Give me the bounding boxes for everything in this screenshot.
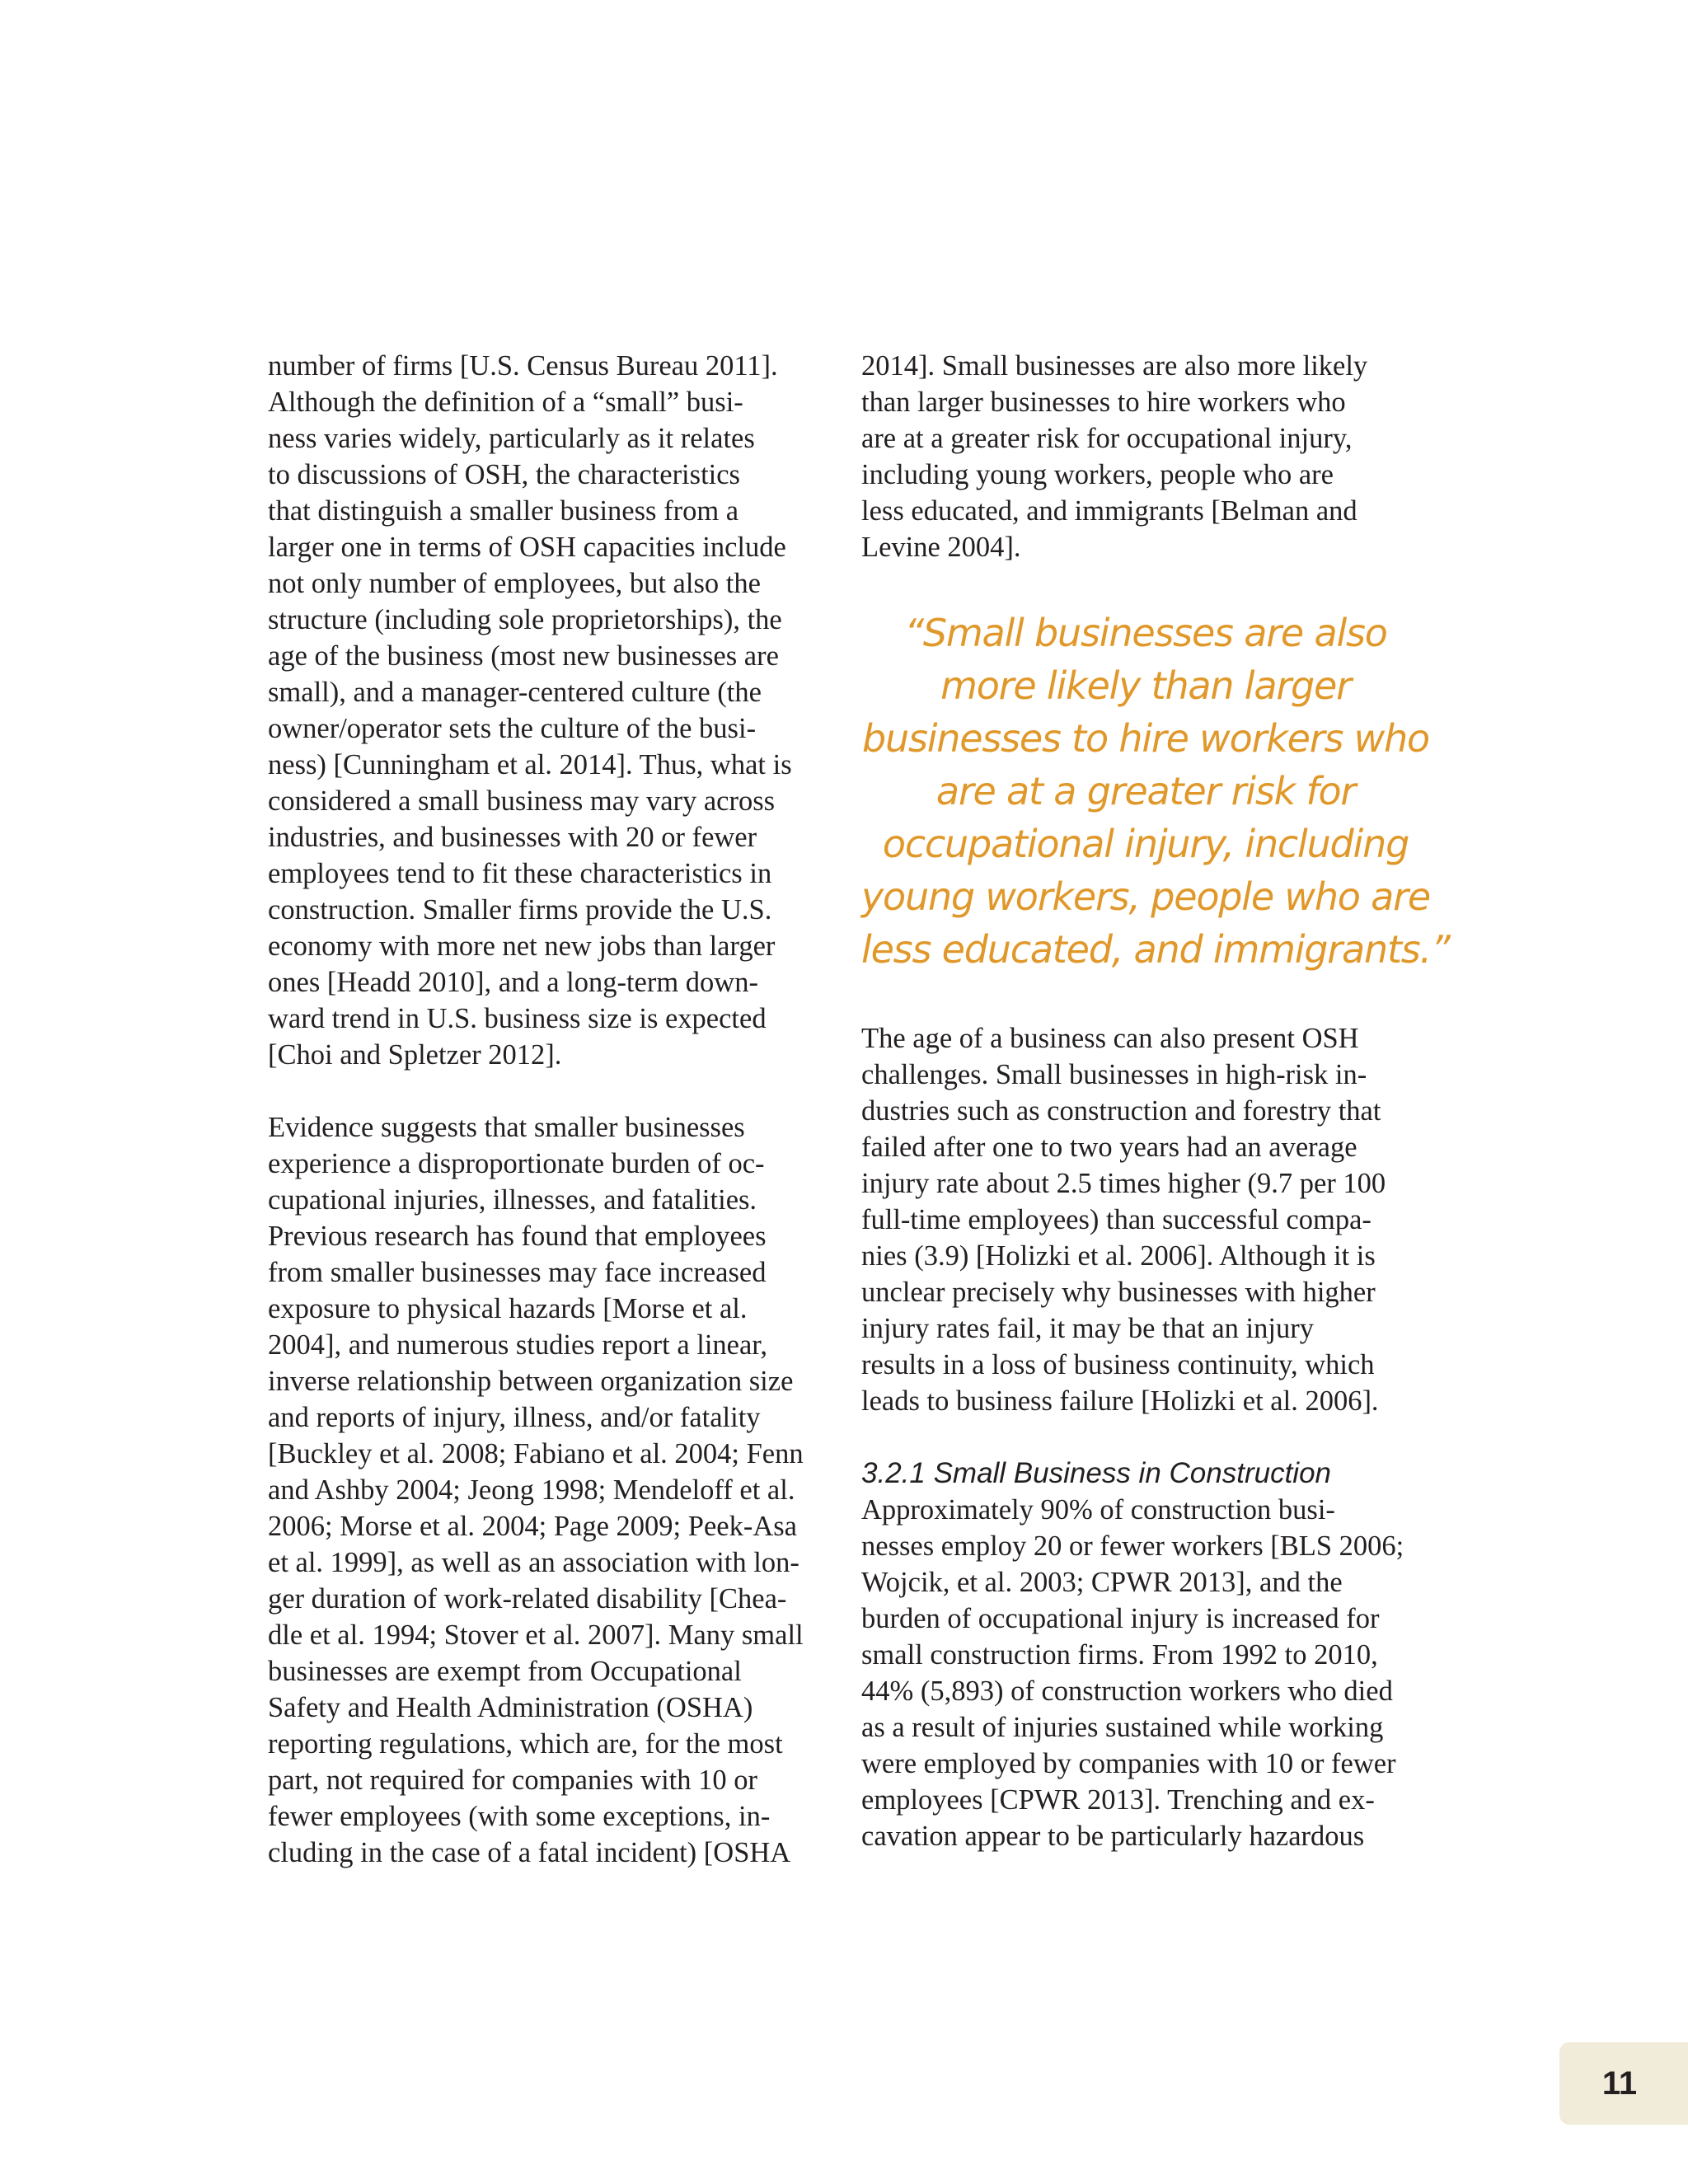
text-line: injury rates fail, it may be that an injury [861,1313,1314,1344]
right-paragraph-2 [861,1020,1430,1419]
text-line: and reports of injury, illness, and/or fatality [268,1402,761,1433]
text-line: from smaller businesses may face increased [268,1257,767,1288]
pull-quote-spacer-bottom [861,976,1430,1020]
text-line: cluding in the case of a fatal incident) [OSHA [268,1837,791,1868]
text-line: that distinguish a smaller business from a [268,495,739,527]
left-paragraph-2 [268,1109,837,1871]
text-line: and Ashby 2004; Jeong 1998; Mendeloff et al. [268,1474,795,1506]
text-line: Although the definition of a “small” busi- [268,387,743,418]
text-line: than larger businesses to hire workers who [861,387,1346,418]
text-line: exposure to physical hazards [Morse et al. [268,1293,748,1324]
text-line: fewer employees (with some exceptions, in- [268,1801,771,1832]
text-line: nies (3.9) [Holizki et al. 2006]. Although it is [861,1240,1376,1272]
text-line: leads to business failure [Holizki et al. 2006]. [861,1385,1379,1417]
text-line: 44% (5,893) of construction workers who died [861,1675,1393,1707]
text-line: injury rate about 2.5 times higher (9.7 per 100 [861,1168,1386,1199]
text-line: Wojcik, et al. 2003; CPWR 2013], and the [861,1567,1343,1598]
text-line: small construction firms. From 1992 to 2010, [861,1639,1378,1671]
text-line: dle et al. 1994; Stover et al. 2007]. Many small [268,1619,804,1651]
text-line: burden of occupational injury is increased for [861,1603,1380,1634]
right-column [861,348,1450,1854]
text-line: industries, and businesses with 20 or fewer [268,822,757,853]
pull-quote-line: occupational injury, including [882,822,1409,866]
text-line: as a result of injuries sustained while working [861,1712,1384,1743]
text-line: 2014]. Small businesses are also more likely [861,350,1368,382]
text-line: cupational injuries, illnesses, and fatalities. [268,1184,757,1216]
pull-quote-line: young workers, people who are [861,874,1430,919]
text-line: were employed by companies with 10 or fewer [861,1748,1396,1779]
text-line: nesses employ 20 or fewer workers [BLS 2006; [861,1530,1404,1562]
text-line: Previous research has found that employees [268,1221,767,1252]
right-paragraph-3 [861,1492,1430,1854]
text-line: age of the business (most new businesses are [268,640,779,672]
text-line: businesses are exempt from Occupational [268,1656,742,1687]
text-line: Approximately 90% of construction busi- [861,1494,1335,1526]
text-line: 2004], and numerous studies report a linear, [268,1329,768,1361]
text-line: cavation appear to be particularly hazardous [861,1821,1365,1852]
text-line: ward trend in U.S. business size is expected [268,1003,767,1034]
text-line: challenges. Small businesses in high-risk in- [861,1059,1367,1090]
pull-quote-line: businesses to hire workers who [862,716,1429,761]
page-number: 11 [1601,2065,1638,2102]
text-line: to discussions of OSH, the characteristics [268,459,740,490]
text-line: ones [Headd 2010], and a long-term down- [268,967,758,998]
text-line: employees [CPWR 2013]. Trenching and ex- [861,1784,1375,1816]
text-line: considered a small business may vary across [268,785,776,817]
left-paragraph-1 [268,348,837,1073]
text-line: [Choi and Spletzer 2012]. [268,1039,562,1071]
text-line: failed after one to two years had an average [861,1132,1357,1163]
text-line: [Buckley et al. 2008; Fabiano et al. 2004; Fenn [268,1438,804,1469]
pull-quote-spacer-top [861,565,1430,607]
text-line: reporting regulations, which are, for the most [268,1728,783,1760]
text-line: employees tend to fit these characteristics in [268,858,772,889]
text-line: small), and a manager-centered culture (the [268,677,762,708]
text-line: 2006; Morse et al. 2004; Page 2009; Peek-Asa [268,1511,797,1542]
text-line: not only number of employees, but also the [268,568,761,599]
text-line: construction. Smaller firms provide the U.S. [268,894,772,926]
text-line: dustries such as construction and forestry that [861,1095,1381,1127]
pull-quote-line: are at a greater risk for [935,769,1356,813]
text-line: less educated, and immigrants [Belman and [861,495,1357,527]
text-line: including young workers, people who are [861,459,1334,490]
heading-spacer [861,1419,1430,1455]
text-line: owner/operator sets the culture of the busi- [268,713,757,744]
text-line: are at a greater risk for occupational injury, [861,423,1353,454]
section-heading: 3.2.1 Small Business in Construction [861,1457,1331,1489]
left-column [268,348,837,1871]
text-line: number of firms [U.S. Census Bureau 2011]. [268,350,778,382]
right-paragraph-1 [861,348,1430,565]
pull-quote-line: “Small businesses are also [904,611,1387,655]
text-line: part, not required for companies with 10 or [268,1765,757,1796]
text-line: larger one in terms of OSH capacities include [268,532,786,563]
text-line: ness varies widely, particularly as it relates [268,423,755,454]
text-line: unclear precisely why businesses with higher [861,1277,1376,1308]
text-line: results in a loss of business continuity, which [861,1349,1375,1380]
text-line: full-time employees) than successful compa- [861,1204,1372,1235]
text-line: economy with more net new jobs than larger [268,930,776,962]
text-line: Evidence suggests that smaller businesses [268,1112,745,1143]
text-line: ness) [Cunningham et al. 2014]. Thus, what is [268,749,792,780]
text-line: experience a disproportionate burden of oc- [268,1148,765,1179]
text-line: The age of a business can also present OSH [861,1023,1359,1054]
text-line: inverse relationship between organization size [268,1366,794,1397]
text-line: structure (including sole proprietorships), the [268,604,782,635]
pull-quote [861,607,1450,976]
text-line: Levine 2004]. [861,532,1021,563]
paragraph-spacer [268,1073,837,1109]
pull-quote-line: less educated, and immigrants.” [861,927,1450,972]
pull-quote-line: more likely than larger [940,663,1351,708]
text-line: et al. 1999], as well as an association with lon- [268,1547,799,1578]
text-line: ger duration of work-related disability [Chea- [268,1583,787,1615]
text-line: Safety and Health Administration (OSHA) [268,1692,753,1723]
